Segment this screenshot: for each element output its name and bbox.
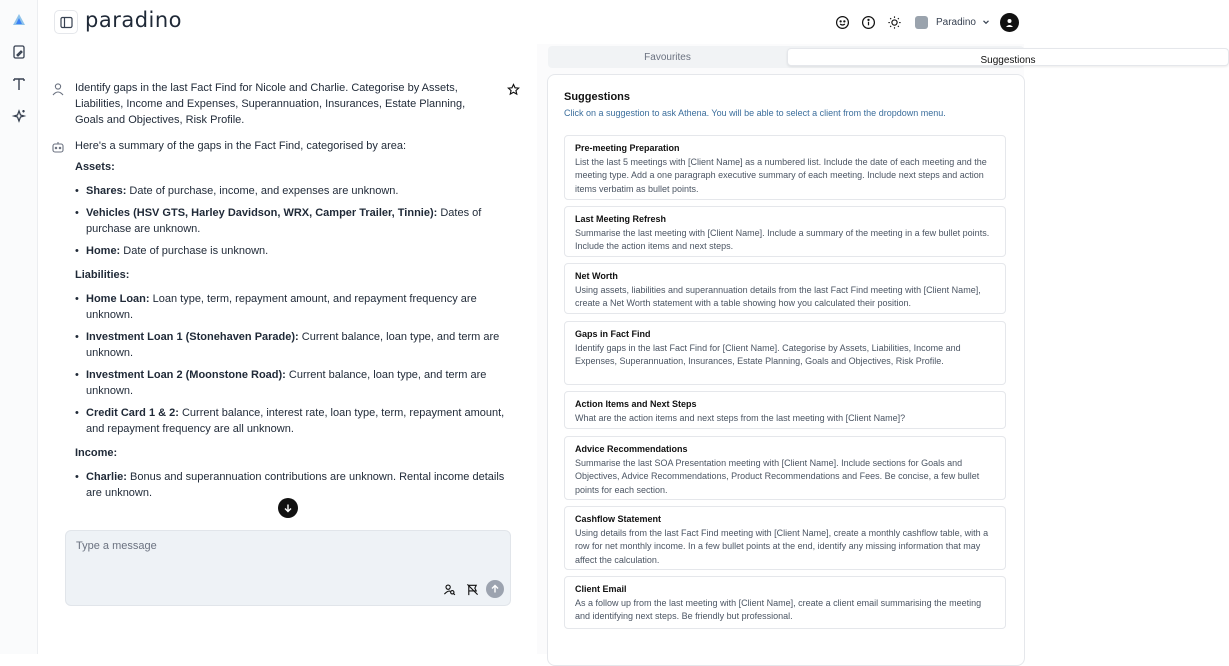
suggestion-card[interactable] bbox=[564, 436, 1006, 500]
flag-off-icon bbox=[466, 583, 479, 596]
sparkle-icon[interactable] bbox=[9, 106, 29, 126]
arrow-up-icon bbox=[490, 584, 500, 594]
suggestion-description: As a follow up from the last meeting with [Client Name], create a client email summarising the meeting and identifying next steps. Be friendly but professional. bbox=[575, 598, 982, 622]
panel-subtitle: Click on a suggestion to ask Athena. You will be able to select a client from the dropdown menu. bbox=[564, 108, 946, 118]
suggestion-title: Client Email bbox=[575, 584, 627, 594]
answer-intro: Here's a summary of the gaps in the Fact Find, categorised by area: bbox=[75, 140, 407, 152]
assistant-bot-icon bbox=[51, 140, 65, 154]
suggestion-description: What are the action items and next steps from the last meeting with [Client Name]? bbox=[575, 413, 906, 423]
liabilities-list bbox=[75, 291, 520, 437]
suggestion-card[interactable] bbox=[564, 506, 1006, 570]
user-avatar[interactable] bbox=[1000, 13, 1019, 32]
list-item: • Charlie: Bonus and superannuation contributions are unknown. Rental income details are unknown. bbox=[86, 469, 520, 501]
suggestion-card[interactable] bbox=[564, 576, 1006, 629]
suggestion-title: Net Worth bbox=[575, 271, 618, 281]
income-list bbox=[75, 469, 520, 501]
sidebar-toggle-icon bbox=[60, 16, 73, 29]
chat-panel bbox=[38, 44, 535, 654]
user-icon bbox=[51, 82, 65, 96]
text-icon[interactable] bbox=[9, 74, 29, 94]
assets-list bbox=[75, 183, 520, 259]
suggestion-title: Cashflow Statement bbox=[575, 514, 662, 524]
list-item: • Investment Loan 1 (Stonehaven Parade): Current balance, loan type, and term are unknown. bbox=[86, 329, 520, 361]
org-avatar bbox=[915, 16, 928, 29]
section-heading-income: Income: bbox=[75, 447, 118, 459]
chevron-down-icon bbox=[982, 18, 990, 26]
tab-suggestions[interactable]: Suggestions bbox=[787, 48, 1229, 66]
section-heading-liabilities: Liabilities: bbox=[75, 269, 130, 281]
select-client-button[interactable] bbox=[440, 580, 458, 598]
panel-tabs bbox=[548, 46, 1036, 68]
suggestion-title: Action Items and Next Steps bbox=[575, 399, 697, 409]
list-item: • Home: Date of purchase is unknown. bbox=[86, 243, 520, 259]
suggestion-description: Summarise the last meeting with [Client Name]. Include a summary of the meeting in a few bullet points. Include the action items and next steps. bbox=[575, 228, 990, 252]
suggestion-title: Gaps in Fact Find bbox=[575, 329, 651, 339]
suggestion-title: Advice Recommendations bbox=[575, 444, 688, 454]
suggestion-title: Pre-meeting Preparation bbox=[575, 143, 680, 153]
suggestion-card[interactable] bbox=[564, 321, 1006, 385]
assistant-answer bbox=[75, 138, 520, 535]
scroll-to-bottom-button[interactable] bbox=[278, 498, 298, 518]
list-item: • Home Loan: Loan type, term, repayment amount, and repayment frequency are unknown. bbox=[86, 291, 520, 323]
suggestions-panel bbox=[537, 44, 1036, 654]
suggestions-card bbox=[547, 74, 1025, 666]
tab-favourites[interactable]: Favourites bbox=[644, 51, 691, 63]
suggestion-description: Using details from the last Fact Find meeting with [Client Name], create a monthly cashflow table, with a row for net monthly income. In a few bullet points at the end, identify any missing information that may affect the calculation. bbox=[575, 528, 989, 565]
left-rail bbox=[0, 0, 38, 654]
list-item: • Shares: Date of purchase, income, and expenses are unknown. bbox=[86, 183, 520, 199]
org-name: Paradino bbox=[935, 16, 976, 28]
suggestion-title: Last Meeting Refresh bbox=[575, 214, 667, 224]
message-composer bbox=[65, 530, 511, 606]
list-item: • Credit Card 1 & 2: Current balance, interest rate, loan type, term, repayment amount, and repayment frequency are all unknown. bbox=[86, 405, 520, 437]
smiley-icon[interactable] bbox=[835, 14, 851, 30]
suggestion-card[interactable] bbox=[564, 135, 1006, 200]
suggestion-description: Summarise the last SOA Presentation meeting with [Client Name]. Include sections for Goals and Objectives, Advice Recommendations, Product Recommendations and Fees. Be concise, a few bullet points for each section. bbox=[575, 458, 980, 495]
section-heading-assets: Assets: bbox=[75, 161, 115, 173]
suggestion-card[interactable] bbox=[564, 391, 1006, 429]
panel-title: Suggestions bbox=[564, 91, 631, 103]
suggestion-description: List the last 5 meetings with [Client Name] as a numbered list. Include the date of each meeting and the meeting type. Add a one paragraph executive summary of each meeting. Include next steps and action items verbatim as bullet points. bbox=[575, 157, 987, 194]
sun-icon[interactable] bbox=[887, 14, 903, 30]
document-edit-icon[interactable] bbox=[9, 42, 29, 62]
app-logo: paradino bbox=[85, 8, 183, 32]
info-icon[interactable] bbox=[861, 14, 877, 30]
suggestion-description: Using assets, liabilities and superannuation details from the last Fact Find meeting with [Client Name], create a Net Worth statement with a table showing how you calculated their position. bbox=[575, 285, 981, 309]
top-header bbox=[38, 0, 1024, 44]
list-item: • Investment Loan 2 (Moonstone Road): Current balance, loan type, and term are unknown. bbox=[86, 367, 520, 399]
suggestion-card[interactable] bbox=[564, 263, 1006, 314]
sidebar-toggle-button[interactable] bbox=[54, 10, 78, 34]
arrow-down-icon bbox=[283, 503, 293, 513]
suggestion-card[interactable] bbox=[564, 206, 1006, 257]
hide-button[interactable] bbox=[463, 580, 481, 598]
message-input[interactable] bbox=[74, 537, 498, 555]
favourite-star-icon[interactable] bbox=[507, 83, 520, 96]
suggestion-description: Identify gaps in the last Fact Find for [Client Name]. Categorise by Assets, Liabilities, Income and Expenses, Superannuation, Insurances, Estate Planning, Goals and Objectives, Risk Profile. bbox=[575, 343, 961, 367]
logo-icon bbox=[9, 10, 29, 30]
list-item: • Vehicles (HSV GTS, Harley Davidson, WRX, Camper Trailer, Tinnie): Dates of purchase are unknown. bbox=[86, 205, 520, 237]
send-button[interactable] bbox=[486, 580, 504, 598]
user-search-icon bbox=[443, 583, 456, 596]
org-switcher[interactable] bbox=[915, 16, 990, 29]
user-message: Identify gaps in the last Fact Find for Nicole and Charlie. Categorise by Assets, Liabilities, Income and Expenses, Superannuation, Insurances, Estate Planning, Goals and Objectives, Risk Profile. bbox=[75, 82, 466, 126]
